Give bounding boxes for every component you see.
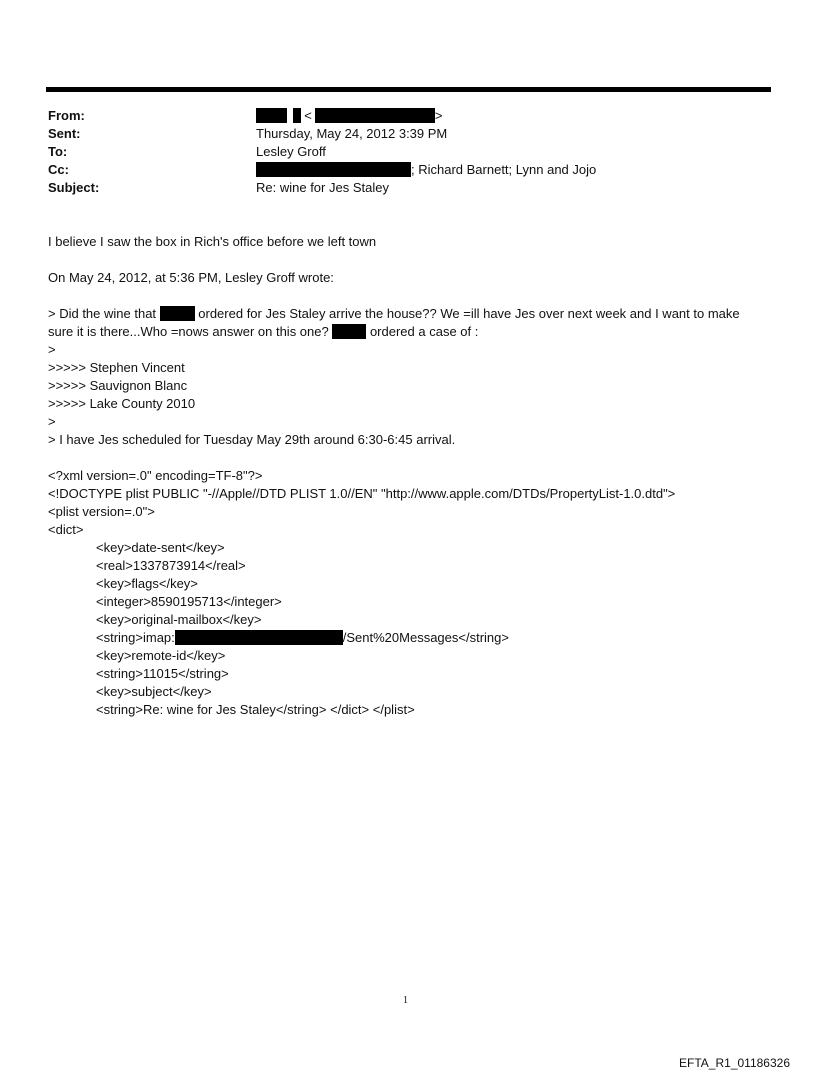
xml-line: <integer>8590195713</integer> [96,594,282,609]
quoted-line: > [48,342,56,357]
xml-line: <key>date-sent</key> [96,540,225,555]
cc-label: Cc: [48,162,69,177]
xml-text: /Sent%20Messages</string> [342,630,509,645]
xml-line: <dict> [48,522,84,537]
subject-label: Subject: [48,180,100,195]
subject-value: Re: wine for Jes Staley [256,180,389,195]
redaction-block [293,108,301,123]
xml-line [96,629,509,647]
quoted-line: > I have Jes scheduled for Tuesday May 29th around 6:30-6:45 arrival. [48,432,456,447]
page-number: 1 [403,995,408,1006]
from-bracket-open: < [304,108,312,123]
redaction-block [256,162,411,177]
xml-line: <key>flags</key> [96,576,198,591]
quoted-text: > Did the wine that [48,306,160,321]
xml-text: <string>imap: [96,630,175,645]
body-line: I believe I saw the box in Rich's office before we left town [48,234,377,249]
quoted-text: ordered for Jes Staley arrive the house?? We =ill have Jes over next week and I want to make [194,306,740,321]
quoted-line: >>>>> Lake County 2010 [48,396,196,411]
xml-line: <key>original-mailbox</key> [96,612,262,627]
cc-value [256,161,596,179]
xml-line: <string>11015</string> [96,666,229,681]
to-value: Lesley Groff [256,144,326,159]
cc-recipients: ; Richard Barnett; Lynn and Jojo [411,162,597,177]
xml-line: <plist version=.0"> [48,504,155,519]
quoted-line: >>>>> Sauvignon Blanc [48,378,188,393]
xml-line: <?xml version=.0" encoding=TF-8"?> [48,468,263,483]
quoted-line: > [48,414,56,429]
quoted-text: sure it is there...Who =nows answer on this one? [48,324,333,339]
redaction-block [256,108,287,123]
quoted-line: >>>>> Stephen Vincent [48,360,185,375]
quoted-text: ordered a case of : [366,324,479,339]
sent-label: Sent: [48,126,81,141]
quote-attribution: On May 24, 2012, at 5:36 PM, Lesley Groff wrote: [48,270,334,285]
document-id: EFTA_R1_01186326 [679,1056,790,1070]
from-label: From: [48,108,85,123]
xml-line: <key>subject</key> [96,684,212,699]
from-value [256,107,442,125]
quoted-line [48,323,478,341]
redaction-block [160,306,195,321]
quoted-line [48,305,740,323]
to-label: To: [48,144,68,159]
from-bracket-close: > [434,108,443,123]
xml-line: <real>1337873914</real> [96,558,246,573]
header-rule [46,87,771,92]
xml-line: <key>remote-id</key> [96,648,226,663]
xml-line: <string>Re: wine for Jes Staley</string> </dict> </plist> [96,702,415,717]
xml-line: <!DOCTYPE plist PUBLIC "-//Apple//DTD PLIST 1.0//EN" "http://www.apple.com/DTDs/PropertyList-1.0.dtd"> [48,486,676,501]
sent-value: Thursday, May 24, 2012 3:39 PM [256,126,448,141]
redaction-block [332,324,366,339]
redaction-block [175,630,343,645]
redaction-block [315,108,435,123]
